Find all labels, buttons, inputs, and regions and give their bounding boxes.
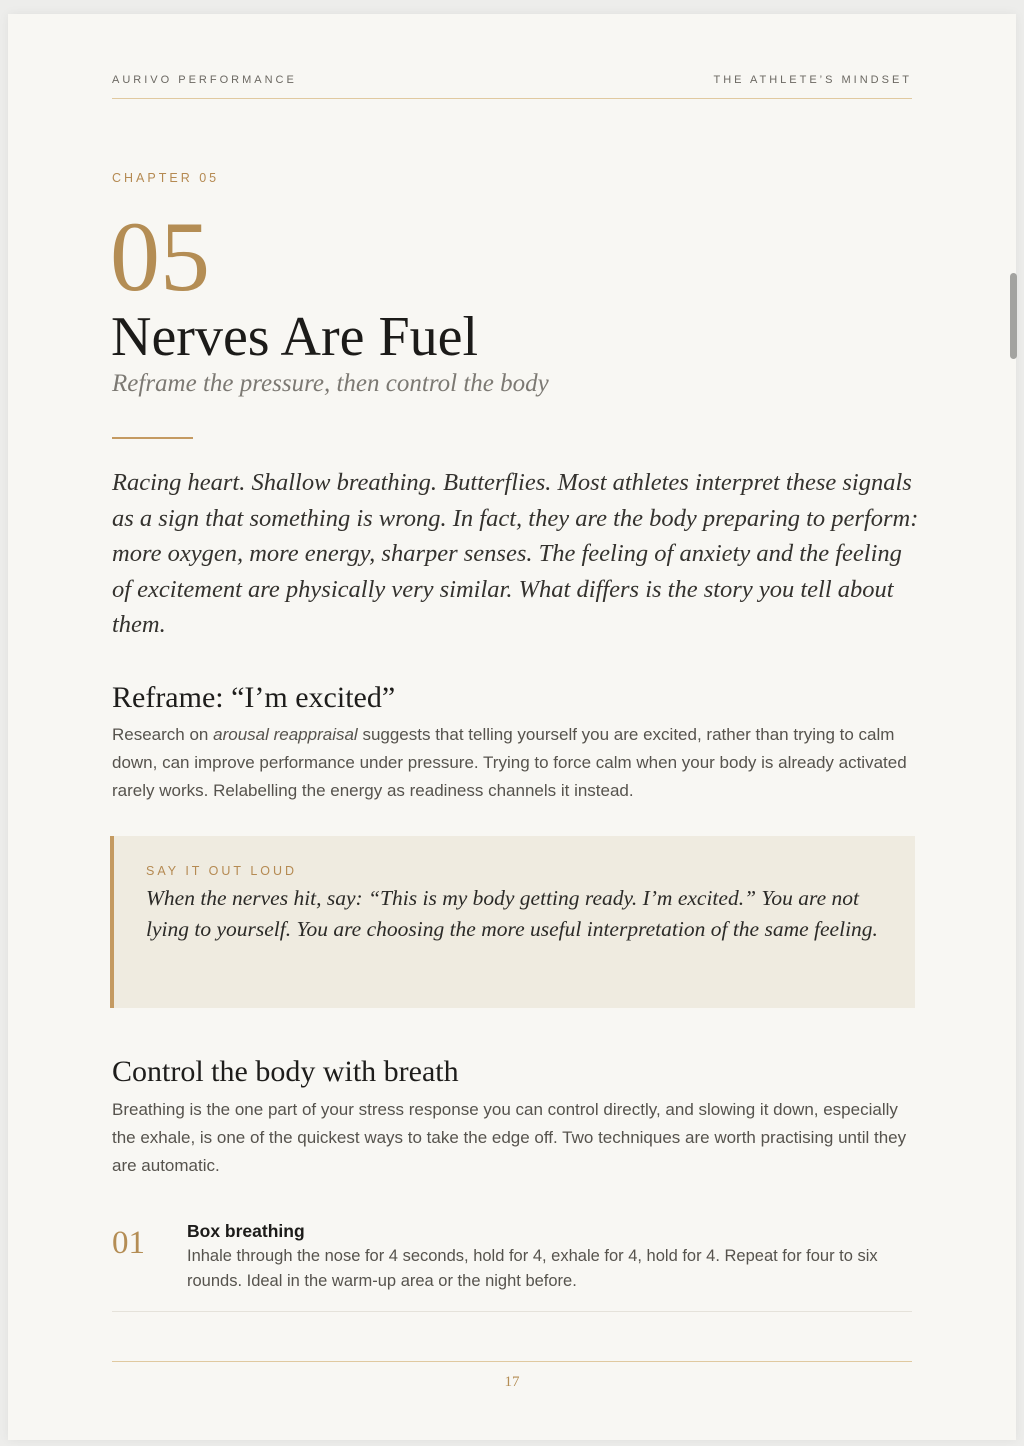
body-text-segment: suggests that telling yourself you are excited, rather than trying to calm down, can improve performance under pressure. Trying to force calm when your body is already activated rarely works. Relabelling the energy as readiness channels it instead. — [112, 725, 907, 800]
chapter-label: CHAPTER 05 — [112, 171, 220, 185]
title-divider — [112, 437, 193, 439]
running-header-book-title: THE ATHLETE’S MINDSET — [713, 74, 912, 86]
section-heading-breath: Control the body with breath — [112, 1055, 459, 1088]
section-body-reframe — [112, 721, 922, 805]
section-heading-reframe: Reframe: “I’m excited” — [112, 681, 396, 714]
chapter-title: Nerves Are Fuel — [111, 306, 479, 368]
callout-box — [110, 836, 915, 1008]
chapter-number: 05 — [110, 201, 210, 312]
running-header — [112, 74, 912, 99]
callout-quote: When the nerves hit, say: “This is my body getting ready. I’m excited.” You are not lying to yourself. You are choosing the more useful interpretation of the same feeling. — [146, 886, 878, 941]
page-number: 17 — [504, 1374, 520, 1390]
footer-divider — [112, 1361, 912, 1362]
running-header-publisher: AURIVO PERFORMANCE — [112, 74, 297, 86]
document-page — [8, 14, 1016, 1440]
technique-description: Inhale through the nose for 4 seconds, hold for 4, exhale for 4, hold for 4. Repeat for four to six rounds. Ideal in the warm-up area or the night before. — [187, 1247, 878, 1290]
section-body-breath: Breathing is the one part of your stress response you can control directly, and slowing it down, especially the exhale, is one of the quickest ways to take the edge off. Two techniques are worth practising until they are automatic. — [112, 1100, 907, 1175]
chapter-subtitle: Reframe the pressure, then control the body — [112, 370, 549, 397]
technique-title: Box breathing — [187, 1221, 305, 1241]
scrollbar-thumb[interactable] — [1010, 273, 1017, 359]
emphasis-term: arousal reappraisal — [213, 725, 358, 744]
technique-number: 01 — [112, 1225, 145, 1261]
lede-paragraph: Racing heart. Shallow breathing. Butterflies. Most athletes interpret these signals as a sign that something is wrong. In fact, they are the body preparing to perform: more oxygen, more energy, sharper senses. The feeling of anxiety and the feeling of excitement are physically very similar. What differs is the story you tell about them. — [112, 469, 919, 639]
callout-label: SAY IT OUT LOUD — [146, 864, 298, 878]
technique-item — [112, 1219, 912, 1312]
body-text-segment: Research on — [112, 725, 214, 744]
